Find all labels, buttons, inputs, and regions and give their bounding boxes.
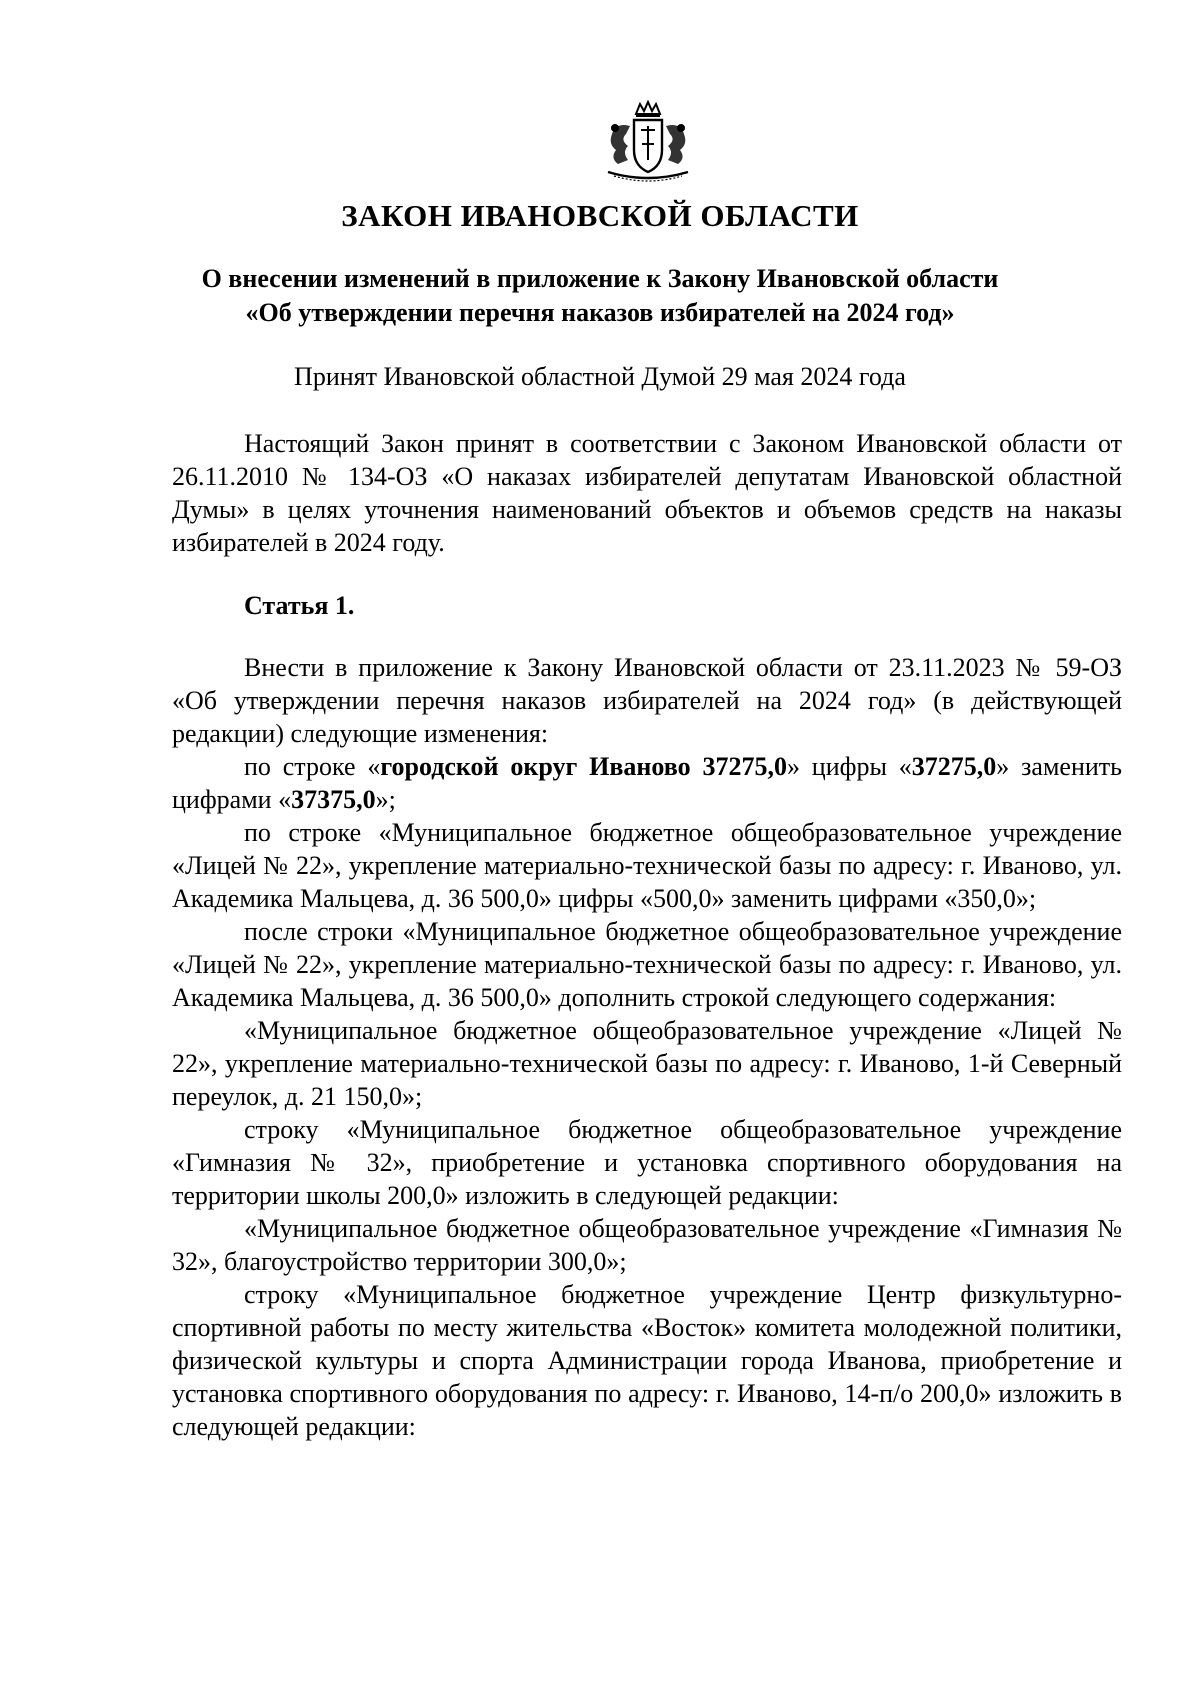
preamble-paragraph: Настоящий Закон принят в соответствии с Законом Ивановской области от 26.11.2010 № 134-ОЗ «О наказах избирателей депутатам Ивановской областной Думы» в целях уточнения наименований объектов и объемов средств на наказы избирателей в 2024 году. — [172, 429, 1122, 557]
article-paragraph-5: «Муниципальное бюджетное общеобразовательное учреждение «Лицей № 22», укрепление материально-технической базы по адресу: г. Иваново, 1-й Северный переулок, д. 21 150,0»; — [172, 1016, 1122, 1111]
para2-text-4: »; — [375, 785, 396, 814]
adoption-note: Принят Ивановской областной Думой 29 мая 2024 года — [294, 362, 906, 391]
law-subtitle-line-1: О внесении изменений в приложение к Закону Ивановской области — [201, 264, 999, 293]
article-paragraph-4: после строки «Муниципальное бюджетное общеобразовательное учреждение «Лицей № 22», укрепление материально-технической базы по адресу: г. Иваново, ул. Академика Мальцева, д. 36 500,0» дополнить строкой следующего содержания: — [172, 917, 1122, 1012]
article-paragraph-6: строку «Муниципальное бюджетное общеобразовательное учреждение «Гимназия № 32», приобретение и установка спортивного оборудования на территории школы 200,0» изложить в следующей редакции: — [172, 1115, 1122, 1210]
coat-of-arms-icon — [600, 100, 696, 184]
para2-bold-3: 37375,0 — [291, 785, 376, 814]
law-subtitle — [150, 262, 1050, 330]
article-heading: Статья 1. — [244, 591, 355, 620]
para2-text-1: по строке « — [244, 752, 381, 781]
para2-text-2: » цифры « — [786, 752, 912, 781]
para2-bold-1: городской округ Иваново 37275,0 — [380, 752, 787, 781]
article-paragraph-1: Внести в приложение к Закону Ивановской области от 23.11.2023 № 59-ОЗ «Об утверждении перечня наказов избирателей на 2024 год» (в действующей редакции) следующие изменения: — [172, 653, 1122, 748]
law-subtitle-line-2: «Об утверждении перечня наказов избирателей на 2024 год» — [245, 298, 955, 327]
article-paragraph-3: по строке «Муниципальное бюджетное общеобразовательное учреждение «Лицей № 22», укрепление материально-технической базы по адресу: г. Иваново, ул. Академика Мальцева, д. 36 500,0» цифры «500,0» заменить цифрами «350,0»; — [172, 818, 1122, 913]
para2-text-3: » заменить цифрами « — [172, 752, 1122, 814]
para2-bold-2: 37275,0 — [911, 752, 997, 781]
preamble — [172, 427, 1122, 559]
article-paragraph-8: строку «Муниципальное бюджетное учреждение Центр физкультурно-спортивной работы по месту жительства «Восток» комитета молодежной политики, физической культуры и спорта Администрации города Иванова, приобретение и установка спортивного оборудования по адресу: г. Иваново, 14-п/о 200,0» изложить в следующей редакции: — [172, 1280, 1122, 1441]
law-title: ЗАКОН ИВАНОВСКОЙ ОБЛАСТИ — [341, 198, 859, 233]
article-body — [172, 651, 1122, 1443]
article-paragraph-2 — [172, 750, 1122, 816]
article-paragraph-7: «Муниципальное бюджетное общеобразовательное учреждение «Гимназия № 32», благоустройство территории 300,0»; — [172, 1214, 1122, 1276]
